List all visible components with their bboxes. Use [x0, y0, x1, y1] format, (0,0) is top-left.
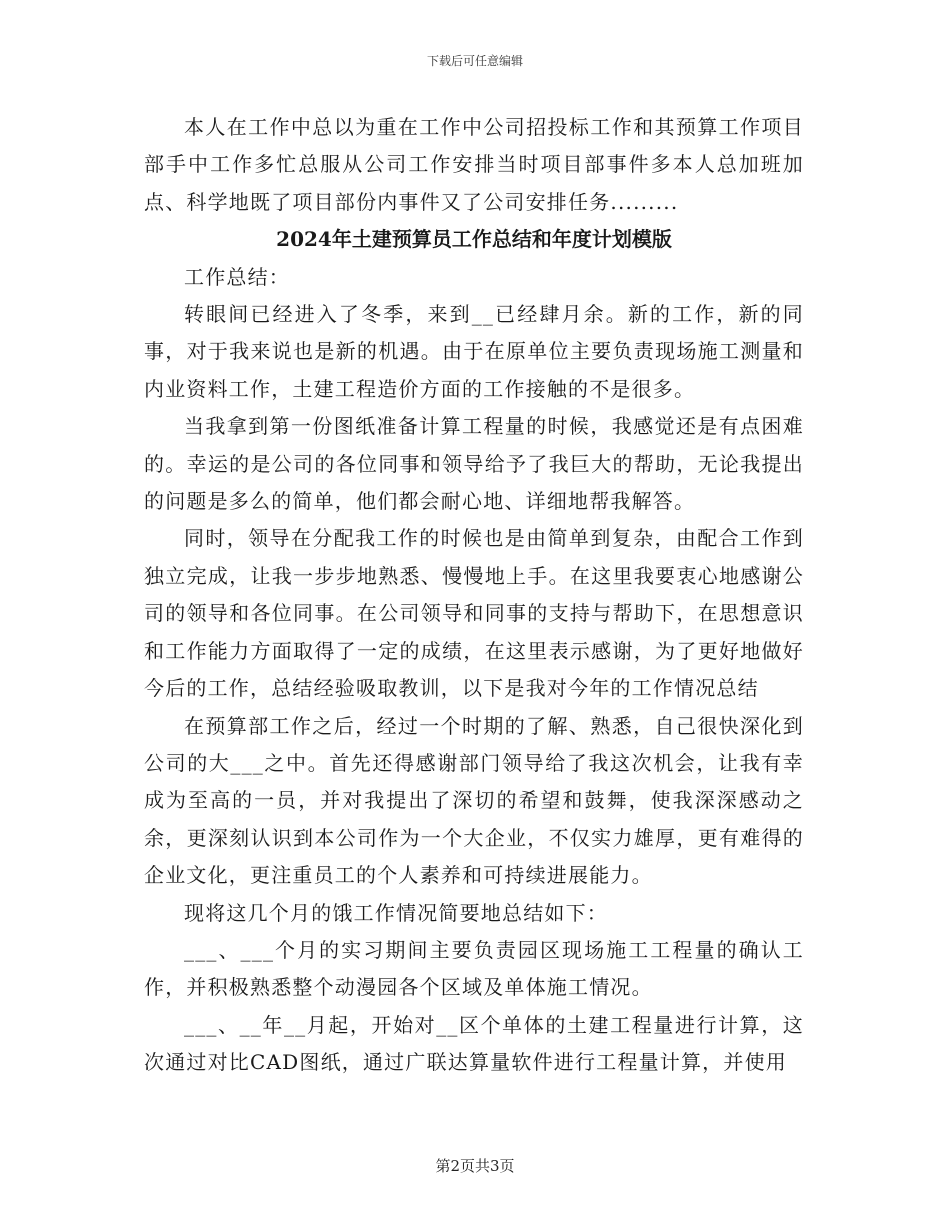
- page-footer: 第2页共3页: [435, 1157, 515, 1175]
- paragraph: 同时，领导在分配我工作的时候也是由简单到复杂，由配合工作到独立完成，让我一步步地熟悉、慢慢地上手。在这里我要衷心地感谢公司的领导和各位同事。在公司领导和同事的支持与帮助下，在思想意识和工作能力方面取得了一定的成绩，在这里表示感谢，为了更好地做好今后的工作，总结经验吸取教训，以下是我对今年的工作情况总结: [144, 526, 804, 701]
- paragraph: ___、___个月的实习期间主要负责园区现场施工工程量的确认工作，并积极熟悉整个动漫园各个区域及单体施工情况。: [144, 937, 804, 1000]
- document-title: 2024年土建预算员工作总结和年度计划模版: [276, 227, 672, 252]
- paragraph: 转眼间已经进入了冬季，来到__已经肆月余。新的工作，新的同事，对于我来说也是新的机遇。由于在原单位主要负责现场施工测量和内业资料工作，土建工程造价方面的工作接触的不是很多。: [144, 302, 804, 401]
- paragraph: 现将这几个月的饿工作情况简要地总结如下：: [184, 900, 608, 925]
- paragraph: 在预算部工作之后，经过一个时期的了解、熟悉，自己很快深化到公司的大___之中。首先还得感谢部门领导给了我这次机会，让我有幸成为至高的一员，并对我提出了深切的希望和鼓舞，使我深深感动之余，更深刻认识到本公司作为一个大企业，不仅实力雄厚，更有难得的企业文化，更注重员工的个人素养和可持续进展能力。: [144, 713, 804, 888]
- page-header: 下载后可任意编辑: [426, 54, 523, 68]
- paragraph: 当我拿到第一份图纸准备计算工程量的时候，我感觉还是有点困难的。幸运的是公司的各位同事和领导给予了我巨大的帮助，无论我提出的问题是多么的简单，他们都会耐心地、详细地帮我解答。: [144, 414, 804, 514]
- paragraph-work-summary-label: 工作总结：: [184, 264, 290, 289]
- paragraph: ___、__年__月起，开始对__区个单体的土建工程量进行计算，这次通过对比CAD图纸，通过广联达算量软件进行工程量计算，并使用: [144, 1012, 804, 1075]
- intro-paragraph: 本人在工作中总以为重在工作中公司招投标工作和其预算工作项目部手中工作多忙总服从公司工作安排当时项目部事件多本人总加班加点、科学地既了项目部份内事件又了公司安排任务.........: [144, 115, 804, 214]
- document-body: [144, 109, 804, 1082]
